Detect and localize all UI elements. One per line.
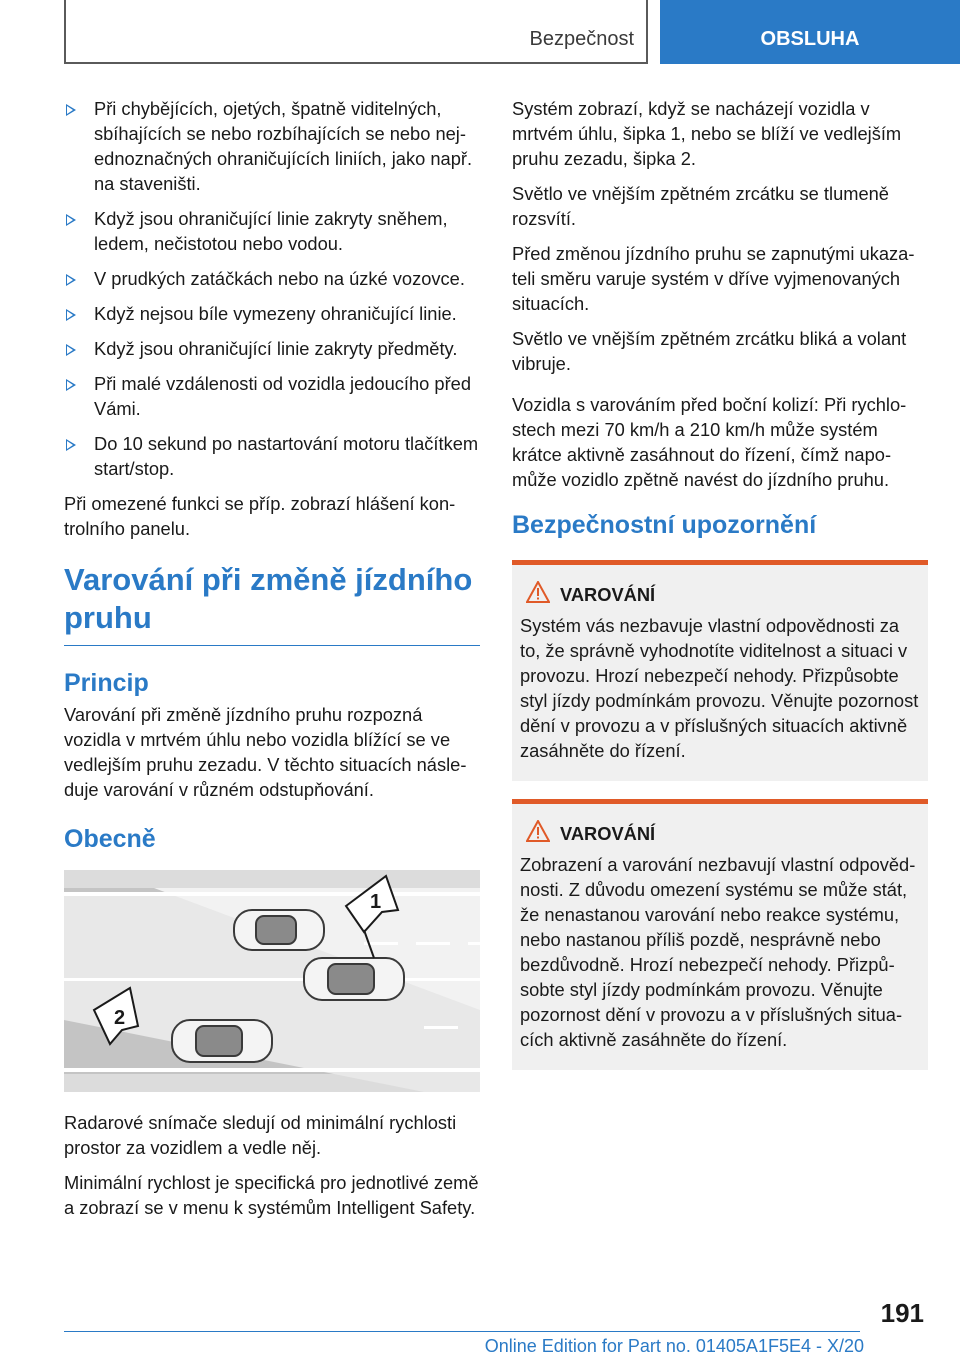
lane-change-illustration — [64, 870, 480, 1092]
warning-text: Zobrazení a varování nezbavují vlastní odpovědnosti. Z důvodu omezení systému se může stát, že nenastanou varování nebo reakce systému, nebo nastanou příliš pozdě, nesprávně nebo bezdůvodně. Hrozí nebezpečí nehody. Přizpůsobte styl jízdy podmínkám provozu. Věnujte pozornost dění v provozu a v příslušných situacích aktivně zasáhněte do řízení. — [520, 854, 916, 1050]
subheading-general: Obecně — [64, 825, 156, 853]
limitations-list — [64, 96, 480, 481]
side-collision-text: Vozidla s varováním před boční kolizí: Při rychlostech mezi 70 km/h a 210 km/h může systém krátce aktivně zasáhnout do řízení, čímž napomůže vozidlo zpětně navést do jízdního pruhu. — [512, 394, 907, 490]
bullet-triangle-icon — [66, 104, 76, 116]
footer-edition: Online Edition for Part no. 01405A1F5E4 - X/20 — [484, 1336, 864, 1356]
warning-title: VAROVÁNÍ — [520, 583, 920, 607]
page-number: 191 — [880, 1298, 924, 1328]
warning-triangle-icon — [526, 581, 550, 603]
header-chapter-tab: OBSLUHA — [660, 0, 960, 64]
list-item: V prudkých zatáčkách nebo na úzké vozovce. — [64, 266, 480, 291]
mirror-blink-text: Světlo ve vnějším zpětném zrcátku bliká a volant vibruje. — [512, 328, 907, 374]
list-item: Když nejsou bíle vymezeny ohraničující linie. — [64, 301, 480, 326]
car-blindspot — [234, 910, 324, 950]
bullet-triangle-icon — [66, 214, 76, 226]
footer-divider — [64, 1331, 860, 1332]
warning-box — [512, 799, 928, 1070]
bullet-triangle-icon — [66, 309, 76, 321]
bullet-triangle-icon — [66, 379, 76, 391]
car-approaching — [172, 1020, 272, 1062]
mirror-light-text: Světlo ve vnějším zpětném zrcátku se tlumeně rozsvítí. — [512, 183, 889, 229]
warning-triangle-icon — [526, 820, 550, 842]
minimum-speed-text: Minimální rychlost je specifická pro jednotlivé země a zobrazí se v menu k systémům Intelligent Safety. — [64, 1172, 479, 1218]
list-item: Při chybějících, ojetých, špatně viditelných, sbíhajících se nebo rozbíhajících se nebo nejednoznačných ohraničujících liniích, jako např. na staveništi. — [64, 96, 480, 196]
left-column — [64, 96, 480, 1230]
list-item: Když jsou ohraničující linie zakryty sněhem, ledem, nečistotou nebo vodou. — [64, 206, 480, 256]
arrow-2-label: 2 — [114, 1007, 126, 1029]
arrow-1-label: 1 — [370, 891, 382, 913]
list-item: Při malé vzdálenosti od vozidla jedoucího před Vámi. — [64, 371, 480, 421]
section-heading: Varování při změně jízdního pruhu — [64, 561, 480, 646]
bullet-triangle-icon — [66, 344, 76, 356]
warning-box — [512, 560, 928, 781]
warning-text: Systém vás nezbavuje vlastní odpovědnosti za to, že správně vyhodnotíte viditelnost a situaci v provozu. Hrozí nebezpečí nehody. Přizpůsobte styl jízdy podmínkám provozu. Věnujte pozornost dění v provozu a v příslušných situacích aktivně zasáhněte do řízení. — [520, 615, 919, 761]
right-column — [512, 96, 928, 1070]
bullet-triangle-icon — [66, 439, 76, 451]
indicator-warning-text: Před změnou jízdního pruhu se zapnutými ukazateli směru varuje systém v dříve vyjmenovaných situacích. — [512, 243, 915, 314]
display-text: Systém zobrazí, když se nacházejí vozidla v mrtvém úhlu, šipka 1, nebo se blíží ve vedlejším pruhu zezadu, šipka 2. — [512, 98, 902, 169]
radar-sensor-text: Radarové snímače sledují od minimální rychlosti prostor za vozidlem a vedle něj. — [64, 1112, 457, 1158]
car-own — [304, 958, 404, 1000]
header-section-title: Bezpečnost — [529, 28, 634, 50]
bullet-triangle-icon — [66, 274, 76, 286]
subheading-safety: Bezpečnostní upozornění — [512, 511, 817, 539]
list-item: Když jsou ohraničující linie zakryty předměty. — [64, 336, 480, 361]
limited-function-note: Při omezené funkci se příp. zobrazí hlášení kontrolního panelu. — [64, 493, 456, 539]
warning-title: VAROVÁNÍ — [520, 822, 920, 846]
principle-text: Varování při změně jízdního pruhu rozpozná vozidla v mrtvém úhlu nebo vozidla blížící se ve vedlejším pruhu zezadu. V těchto situacích následuje varování v různém odstupňování. — [64, 704, 467, 800]
subheading-principle: Princip — [64, 669, 149, 697]
list-item: Do 10 sekund po nastartování motoru tlačítkem start/stop. — [64, 431, 480, 481]
